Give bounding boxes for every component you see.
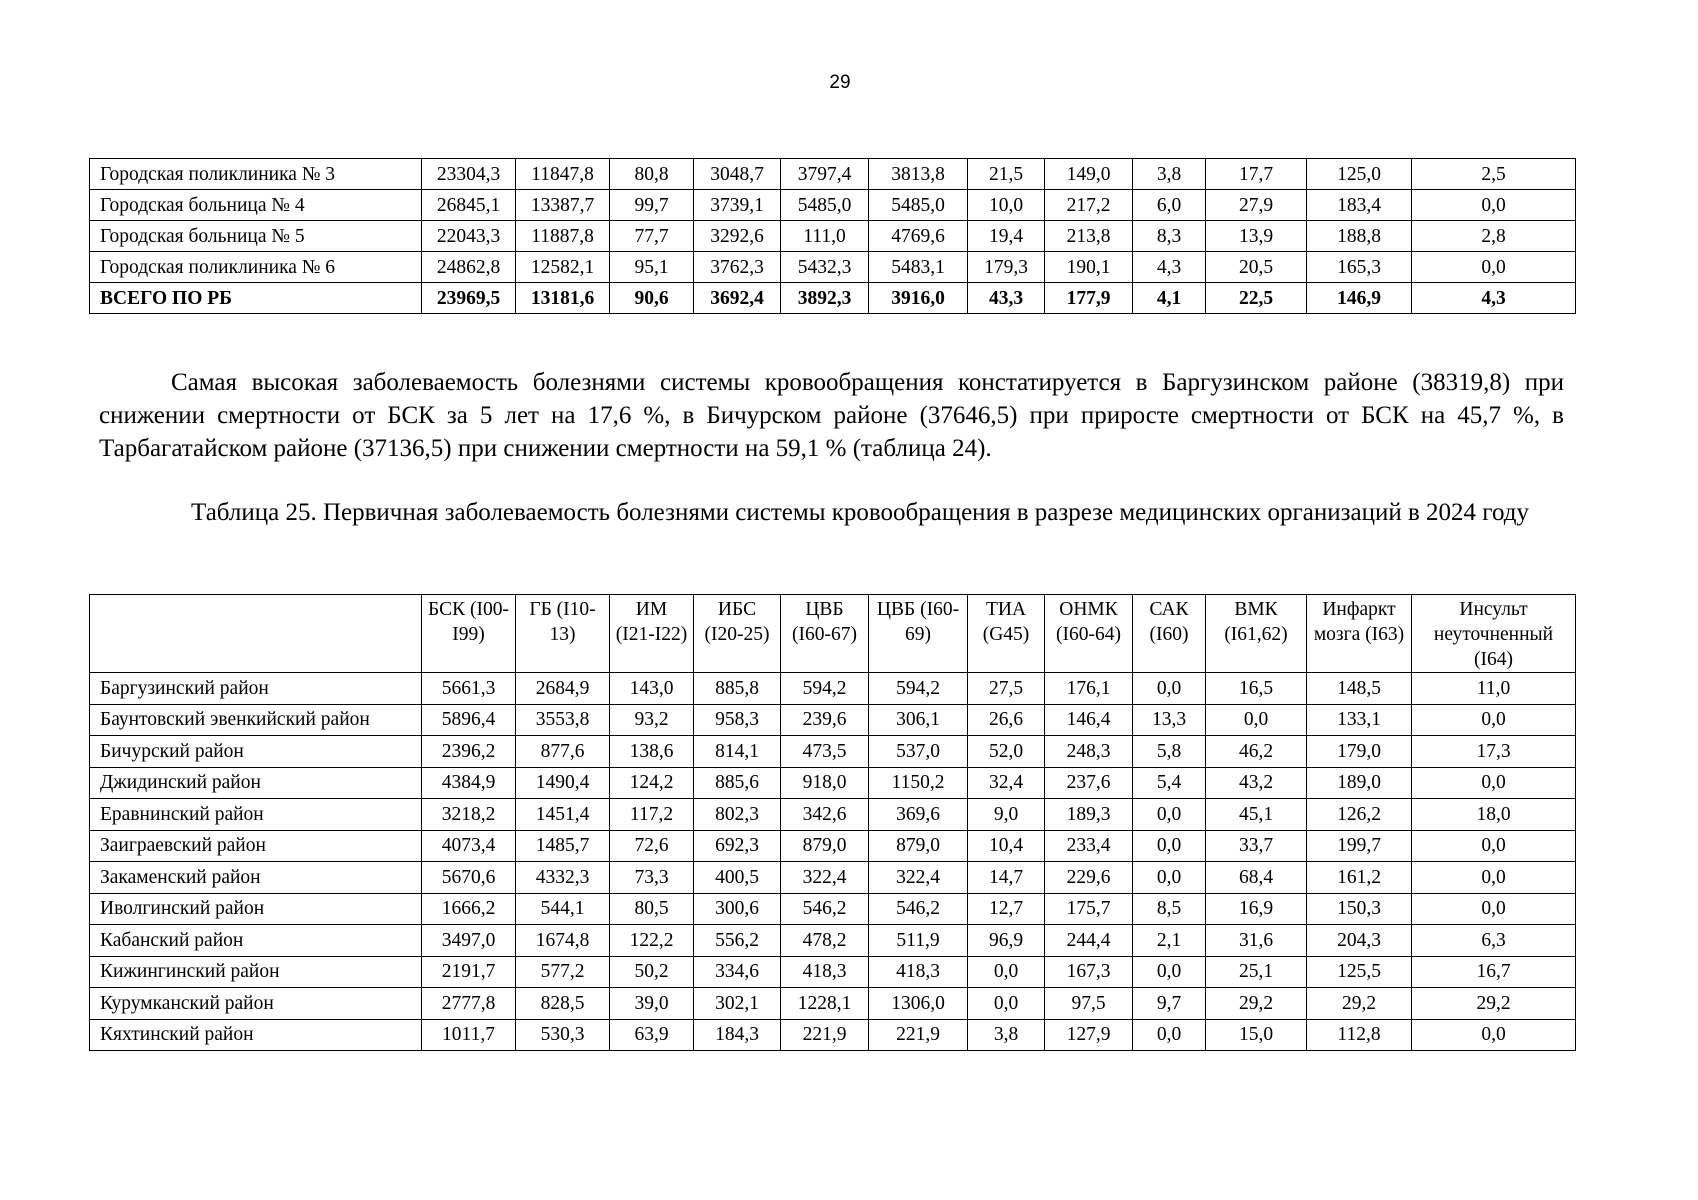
- column-header: ГБ (I10-13): [516, 595, 610, 673]
- table-cell: 146,4: [1045, 704, 1133, 736]
- total-cell: 3892,3: [781, 283, 869, 314]
- table-cell: 233,4: [1045, 830, 1133, 862]
- total-cell: 22,5: [1206, 283, 1307, 314]
- table-cell: 885,6: [694, 767, 781, 799]
- table-cell: 4332,3: [516, 862, 610, 894]
- table-cell: 229,6: [1045, 862, 1133, 894]
- column-header: Инфаркт мозга (I63): [1307, 595, 1412, 673]
- table-cell: 122,2: [610, 925, 694, 957]
- table-cell: 1674,8: [516, 925, 610, 957]
- total-cell: 13181,6: [516, 283, 610, 314]
- total-cell: 146,9: [1307, 283, 1412, 314]
- table-cell: 96,9: [968, 925, 1045, 957]
- table-cell: 0,0: [1412, 767, 1576, 799]
- table-cell: 138,6: [610, 736, 694, 768]
- table-cell: 1485,7: [516, 830, 610, 862]
- column-header: Инсульт неуточненный (I64): [1412, 595, 1576, 673]
- table-cell: 0,0: [1206, 704, 1307, 736]
- table-cell: 0,0: [1133, 956, 1206, 988]
- table-cell: 0,0: [968, 988, 1045, 1020]
- table-cell: 3048,7: [694, 159, 781, 190]
- table-cell: 322,4: [781, 862, 869, 894]
- table-row: [90, 221, 1576, 252]
- table-cell: 11887,8: [516, 221, 610, 252]
- table-cell: 879,0: [781, 830, 869, 862]
- table-cell: 511,9: [869, 925, 968, 957]
- table-cell: 6,0: [1133, 190, 1206, 221]
- table-row: [90, 736, 1576, 768]
- total-cell: 90,6: [610, 283, 694, 314]
- total-row: [90, 283, 1576, 314]
- table-cell: 190,1: [1045, 252, 1133, 283]
- total-cell: 4,1: [1133, 283, 1206, 314]
- table-cell: 15,0: [1206, 1019, 1307, 1051]
- table-cell: 26,6: [968, 704, 1045, 736]
- table-cell: 43,2: [1206, 767, 1307, 799]
- table-cell: 0,0: [1412, 704, 1576, 736]
- table-cell: 400,5: [694, 862, 781, 894]
- table-cell: 5661,3: [422, 673, 516, 705]
- table-cell: 165,3: [1307, 252, 1412, 283]
- table-cell: 184,3: [694, 1019, 781, 1051]
- table-cell: 5,4: [1133, 767, 1206, 799]
- table-cell: 8,5: [1133, 893, 1206, 925]
- table-cell: 577,2: [516, 956, 610, 988]
- table-cell: 5485,0: [781, 190, 869, 221]
- table-cell: 93,2: [610, 704, 694, 736]
- table-cell: 0,0: [968, 956, 1045, 988]
- table-cell: 594,2: [869, 673, 968, 705]
- table-cell: 544,1: [516, 893, 610, 925]
- bottom-data-table: [89, 594, 1576, 1051]
- row-label: Кяхтинский район: [90, 1019, 422, 1051]
- table-cell: 5896,4: [422, 704, 516, 736]
- table-cell: 16,5: [1206, 673, 1307, 705]
- table-cell: 3739,1: [694, 190, 781, 221]
- table-cell: 418,3: [781, 956, 869, 988]
- bottom-table-header: [90, 595, 1576, 673]
- column-header: БСК (I00-I99): [422, 595, 516, 673]
- total-cell: 3916,0: [869, 283, 968, 314]
- table-cell: 3553,8: [516, 704, 610, 736]
- table-cell: 2,8: [1412, 221, 1576, 252]
- table-cell: 1150,2: [869, 767, 968, 799]
- table-cell: 3813,8: [869, 159, 968, 190]
- row-label: Иволгинский район: [90, 893, 422, 925]
- table-cell: 20,5: [1206, 252, 1307, 283]
- table-cell: 32,4: [968, 767, 1045, 799]
- table-cell: 221,9: [869, 1019, 968, 1051]
- table-cell: 1451,4: [516, 799, 610, 831]
- table-cell: 322,4: [869, 862, 968, 894]
- table-row: [90, 190, 1576, 221]
- total-cell: 177,9: [1045, 283, 1133, 314]
- table-cell: 342,6: [781, 799, 869, 831]
- table-row: [90, 767, 1576, 799]
- table-cell: 802,3: [694, 799, 781, 831]
- header-row: [90, 595, 1576, 673]
- table-row: [90, 159, 1576, 190]
- table-cell: 26845,1: [422, 190, 516, 221]
- table-cell: 3,8: [968, 1019, 1045, 1051]
- table-row: [90, 252, 1576, 283]
- table-cell: 530,3: [516, 1019, 610, 1051]
- header-corner-cell: [90, 595, 422, 673]
- table-cell: 148,5: [1307, 673, 1412, 705]
- table-cell: 29,2: [1307, 988, 1412, 1020]
- table-cell: 12,7: [968, 893, 1045, 925]
- table-cell: 478,2: [781, 925, 869, 957]
- table-cell: 556,2: [694, 925, 781, 957]
- table-cell: 302,1: [694, 988, 781, 1020]
- table-cell: 2684,9: [516, 673, 610, 705]
- table-cell: 0,0: [1133, 673, 1206, 705]
- table-cell: 95,1: [610, 252, 694, 283]
- table-cell: 11847,8: [516, 159, 610, 190]
- table-row: [90, 830, 1576, 862]
- table-cell: 17,7: [1206, 159, 1307, 190]
- table-cell: 16,7: [1412, 956, 1576, 988]
- table-cell: 473,5: [781, 736, 869, 768]
- table-cell: 546,2: [781, 893, 869, 925]
- table-cell: 0,0: [1133, 830, 1206, 862]
- table-cell: 12582,1: [516, 252, 610, 283]
- column-header: САК (I60): [1133, 595, 1206, 673]
- table-cell: 23304,3: [422, 159, 516, 190]
- table-cell: 1228,1: [781, 988, 869, 1020]
- table-cell: 4073,4: [422, 830, 516, 862]
- table-cell: 125,0: [1307, 159, 1412, 190]
- table-caption: Таблица 25. Первичная заболеваемость болезнями системы кровообращения в разрезе медицинских организаций в 2024 году: [191, 499, 1529, 526]
- table-cell: 418,3: [869, 956, 968, 988]
- table-cell: 0,0: [1133, 799, 1206, 831]
- table-cell: 112,8: [1307, 1019, 1412, 1051]
- table-cell: 10,0: [968, 190, 1045, 221]
- table-cell: 10,4: [968, 830, 1045, 862]
- table-cell: 3497,0: [422, 925, 516, 957]
- table-cell: 0,0: [1412, 893, 1576, 925]
- table-cell: 167,3: [1045, 956, 1133, 988]
- column-header: ИБС (I20-25): [694, 595, 781, 673]
- table-cell: 9,7: [1133, 988, 1206, 1020]
- table-cell: 5,8: [1133, 736, 1206, 768]
- column-header: ОНМК (I60-64): [1045, 595, 1133, 673]
- table-cell: 29,2: [1412, 988, 1576, 1020]
- bottom-table-body: [90, 673, 1576, 1051]
- table-cell: 537,0: [869, 736, 968, 768]
- row-label: Городская поликлиника № 3: [90, 159, 422, 190]
- table-cell: 828,5: [516, 988, 610, 1020]
- table-cell: 21,5: [968, 159, 1045, 190]
- column-header: ВМК (I61,62): [1206, 595, 1307, 673]
- table-cell: 31,6: [1206, 925, 1307, 957]
- row-label: Еравнинский район: [90, 799, 422, 831]
- table-cell: 2396,2: [422, 736, 516, 768]
- table-row: [90, 956, 1576, 988]
- table-cell: 0,0: [1133, 862, 1206, 894]
- row-label: Городская больница № 5: [90, 221, 422, 252]
- table-cell: 39,0: [610, 988, 694, 1020]
- table-cell: 248,3: [1045, 736, 1133, 768]
- row-label: Баунтовский эвенкийский район: [90, 704, 422, 736]
- row-label: Курумканский район: [90, 988, 422, 1020]
- table-cell: 68,4: [1206, 862, 1307, 894]
- table-row: [90, 925, 1576, 957]
- table-cell: 25,1: [1206, 956, 1307, 988]
- row-label: Кабанский район: [90, 925, 422, 957]
- row-label: Джидинский район: [90, 767, 422, 799]
- table-cell: 0,0: [1133, 1019, 1206, 1051]
- table-cell: 4,3: [1133, 252, 1206, 283]
- table-cell: 46,2: [1206, 736, 1307, 768]
- table-cell: 125,5: [1307, 956, 1412, 988]
- row-label: Бичурский район: [90, 736, 422, 768]
- table-cell: 13,3: [1133, 704, 1206, 736]
- table-cell: 188,8: [1307, 221, 1412, 252]
- column-header: ИМ (I21-I22): [610, 595, 694, 673]
- table-cell: 176,1: [1045, 673, 1133, 705]
- table-cell: 244,4: [1045, 925, 1133, 957]
- table-cell: 334,6: [694, 956, 781, 988]
- table-cell: 80,5: [610, 893, 694, 925]
- total-cell: 4,3: [1412, 283, 1576, 314]
- table-cell: 9,0: [968, 799, 1045, 831]
- table-cell: 150,3: [1307, 893, 1412, 925]
- row-label: Кижингинский район: [90, 956, 422, 988]
- table-cell: 918,0: [781, 767, 869, 799]
- table-cell: 3,8: [1133, 159, 1206, 190]
- table-cell: 6,3: [1412, 925, 1576, 957]
- table-cell: 300,6: [694, 893, 781, 925]
- table-cell: 18,0: [1412, 799, 1576, 831]
- table-row: [90, 1019, 1576, 1051]
- table-cell: 63,9: [610, 1019, 694, 1051]
- table-cell: 1306,0: [869, 988, 968, 1020]
- table-cell: 8,3: [1133, 221, 1206, 252]
- table-cell: 33,7: [1206, 830, 1307, 862]
- top-table-body: [90, 159, 1576, 314]
- table-cell: 5670,6: [422, 862, 516, 894]
- table-cell: 17,3: [1412, 736, 1576, 768]
- page-number: 29: [829, 72, 851, 93]
- table-row: [90, 799, 1576, 831]
- table-cell: 213,8: [1045, 221, 1133, 252]
- row-label: Заиграевский район: [90, 830, 422, 862]
- table-cell: 45,1: [1206, 799, 1307, 831]
- row-label: Баргузинский район: [90, 673, 422, 705]
- column-header: ТИА (G45): [968, 595, 1045, 673]
- table-cell: 3218,2: [422, 799, 516, 831]
- table-cell: 594,2: [781, 673, 869, 705]
- table-cell: 124,2: [610, 767, 694, 799]
- table-cell: 1490,4: [516, 767, 610, 799]
- column-header: ЦВБ (I60-67): [781, 595, 869, 673]
- table-cell: 0,0: [1412, 190, 1576, 221]
- table-cell: 5483,1: [869, 252, 968, 283]
- table-cell: 189,0: [1307, 767, 1412, 799]
- table-row: [90, 988, 1576, 1020]
- table-cell: 239,6: [781, 704, 869, 736]
- table-cell: 16,9: [1206, 893, 1307, 925]
- table-cell: 0,0: [1412, 830, 1576, 862]
- table-cell: 4384,9: [422, 767, 516, 799]
- table-cell: 73,3: [610, 862, 694, 894]
- table-row: [90, 704, 1576, 736]
- table-cell: 1666,2: [422, 893, 516, 925]
- table-cell: 199,7: [1307, 830, 1412, 862]
- table-cell: 22043,3: [422, 221, 516, 252]
- table-cell: 29,2: [1206, 988, 1307, 1020]
- table-cell: 0,0: [1412, 1019, 1576, 1051]
- table-cell: 11,0: [1412, 673, 1576, 705]
- table-row: [90, 862, 1576, 894]
- row-label: Городская больница № 4: [90, 190, 422, 221]
- table-cell: 133,1: [1307, 704, 1412, 736]
- total-label: ВСЕГО ПО РБ: [90, 283, 422, 314]
- table-cell: 24862,8: [422, 252, 516, 283]
- table-cell: 217,2: [1045, 190, 1133, 221]
- table-cell: 13387,7: [516, 190, 610, 221]
- table-cell: 126,2: [1307, 799, 1412, 831]
- table-cell: 179,0: [1307, 736, 1412, 768]
- table-cell: 2,5: [1412, 159, 1576, 190]
- table-cell: 27,9: [1206, 190, 1307, 221]
- table-cell: 14,7: [968, 862, 1045, 894]
- row-label: Закаменский район: [90, 862, 422, 894]
- table-cell: 877,6: [516, 736, 610, 768]
- table-cell: 4769,6: [869, 221, 968, 252]
- table-cell: 369,6: [869, 799, 968, 831]
- table-cell: 99,7: [610, 190, 694, 221]
- table-cell: 52,0: [968, 736, 1045, 768]
- table-cell: 117,2: [610, 799, 694, 831]
- table-cell: 958,3: [694, 704, 781, 736]
- table-cell: 0,0: [1412, 252, 1576, 283]
- table-row: [90, 893, 1576, 925]
- table-cell: 27,5: [968, 673, 1045, 705]
- table-cell: 221,9: [781, 1019, 869, 1051]
- table-cell: 2777,8: [422, 988, 516, 1020]
- table-cell: 161,2: [1307, 862, 1412, 894]
- table-cell: 814,1: [694, 736, 781, 768]
- table-cell: 189,3: [1045, 799, 1133, 831]
- table-cell: 2,1: [1133, 925, 1206, 957]
- table-cell: 19,4: [968, 221, 1045, 252]
- table-cell: 183,4: [1307, 190, 1412, 221]
- column-header: ЦВБ (I60-69): [869, 595, 968, 673]
- table-cell: 80,8: [610, 159, 694, 190]
- table-cell: 13,9: [1206, 221, 1307, 252]
- table-cell: 149,0: [1045, 159, 1133, 190]
- row-label: Городская поликлиника № 6: [90, 252, 422, 283]
- table-cell: 3762,3: [694, 252, 781, 283]
- table-cell: 885,8: [694, 673, 781, 705]
- table-cell: 5432,3: [781, 252, 869, 283]
- table-cell: 127,9: [1045, 1019, 1133, 1051]
- table-cell: 111,0: [781, 221, 869, 252]
- body-paragraph: Самая высокая заболеваемость болезнями системы кровообращения констатируется в Баргузинском районе (38319,8) при снижении смертности от БСК за 5 лет на 17,6 %, в Бичурском районе (37646,5) при приросте смертности от БСК на 45,7 %, в Тарбагатайском районе (37136,5) при снижении смертности на 59,1 % (таблица 24).: [99, 369, 1564, 462]
- table-cell: 3292,6: [694, 221, 781, 252]
- table-cell: 306,1: [869, 704, 968, 736]
- table-cell: 77,7: [610, 221, 694, 252]
- table-cell: 50,2: [610, 956, 694, 988]
- table-cell: 179,3: [968, 252, 1045, 283]
- total-cell: 23969,5: [422, 283, 516, 314]
- table-cell: 72,6: [610, 830, 694, 862]
- top-data-table: [89, 158, 1576, 314]
- table-cell: 97,5: [1045, 988, 1133, 1020]
- table-cell: 3797,4: [781, 159, 869, 190]
- table-cell: 204,3: [1307, 925, 1412, 957]
- table-cell: 546,2: [869, 893, 968, 925]
- total-cell: 3692,4: [694, 283, 781, 314]
- total-cell: 43,3: [968, 283, 1045, 314]
- table-cell: 2191,7: [422, 956, 516, 988]
- table-cell: 879,0: [869, 830, 968, 862]
- table-cell: 143,0: [610, 673, 694, 705]
- table-cell: 0,0: [1412, 862, 1576, 894]
- table-cell: 175,7: [1045, 893, 1133, 925]
- table-cell: 1011,7: [422, 1019, 516, 1051]
- table-cell: 692,3: [694, 830, 781, 862]
- table-row: [90, 673, 1576, 705]
- table-cell: 5485,0: [869, 190, 968, 221]
- table-cell: 237,6: [1045, 767, 1133, 799]
